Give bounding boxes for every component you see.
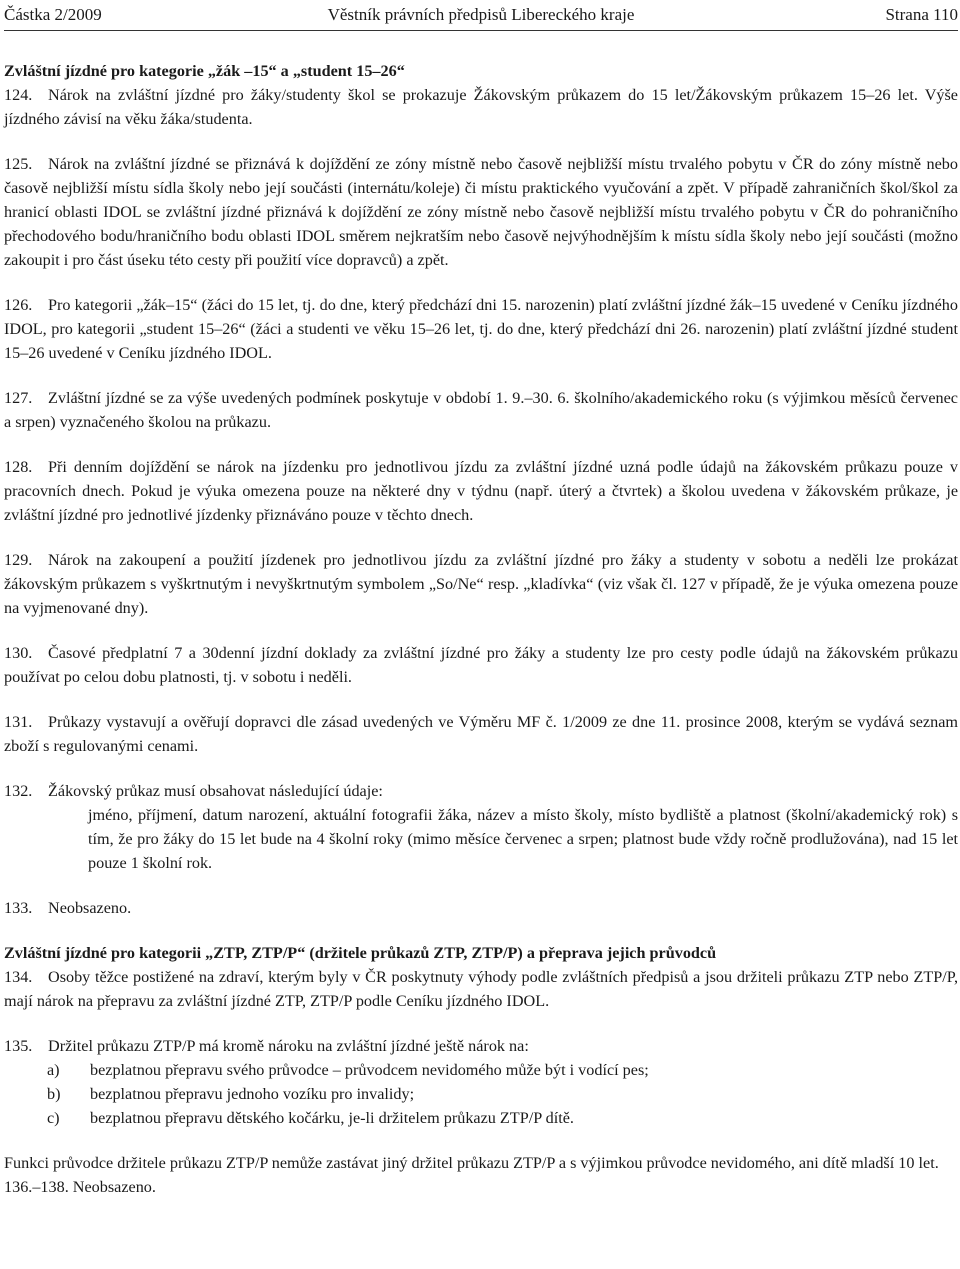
paragraph-text: Neobsazeno. [48, 899, 132, 917]
paragraph-126 [4, 293, 958, 365]
header-page-number: Strana 110 [885, 5, 958, 24]
paragraph-text: Zvláštní jízdné se za výše uvedených podmínek poskytuje v období 1. 9.–30. 6. školního/akademického roku (s výjimkou měsíců červenec a srpen) vyznačeného školou na průkazu. [4, 389, 958, 431]
paragraph-number: 134. [4, 968, 33, 986]
paragraph-text: Osoby těžce postižené na zdraví, kterým byly v ČR poskytnuty výhody podle zvláštních předpisů a jsou držiteli průkazu ZTP nebo ZTP/P, mají nárok na přepravu za zvláštní jízdné ZTP, ZTP/P podle Ceníku jízdného IDOL. [4, 968, 958, 1010]
paragraph-text: Nárok na zakoupení a použití jízdenek pro jednotlivou jízdu za zvláštní jízdné pro žáky a studenty v sobotu a neděli lze prokázat žákovským průkazem s vyškrtnutým i nevyškrtnutým symbolem „So/Ne“ resp. „kladívka“ (viz však čl. 127 v případě, že je výuka omezena pouze na vyjmenované dny). [4, 551, 958, 617]
paragraph-127 [4, 386, 958, 434]
paragraph-132-detail: jméno, příjmení, datum narození, aktuální fotografii žáka, název a místo školy, místo bydliště a platnost (školní/akademický rok) s tím, že pro žáky do 15 let bude na 4 školní roky (mimo měsíce červenec a srpen; platnost bude vždy ročně prodlužována), nad 15 let pouze 1 školní rok. [88, 806, 958, 872]
list-item-label: b) [47, 1085, 61, 1103]
paragraph-124 [4, 83, 958, 131]
list-item-label: a) [47, 1061, 60, 1079]
paragraph-text: Nárok na zvláštní jízdné pro žáky/studenty škol se prokazuje Žákovským průkazem do 15 let/Žákovským průkazem 15–26 let. Výše jízdného závisí na věku žáka/studenta. [4, 86, 958, 128]
paragraph-number: 128. [4, 458, 33, 476]
paragraph-number: 127. [4, 389, 33, 407]
list-item-text: bezplatnou přepravu dětského kočárku, je-li držitelem průkazu ZTP/P dítě. [90, 1109, 574, 1127]
paragraph-text: Časové předplatní 7 a 30denní jízdní doklady za zvláštní jízdné pro žáky a studenty lze pro cesty podle údajů na žákovském průkazu používat po celou dobu platnosti, tj. v sobotu i neděli. [4, 644, 958, 686]
paragraph-text: Nárok na zvláštní jízdné se přiznává k dojíždění ze zóny místně nebo časově nejbližší místu trvalého pobytu v ČR do zóny místně nebo časově nejbližší místu sídla školy nebo její součásti (internátu/koleje) či místu praktického vyučování a zpět. V případě zahraničních škol/škol za hranicí oblasti IDOL se zvláštní jízdné přiznává k dojíždění ze zóny místně nebo časově nejbližší místu trvalého pobytu v ČR do pohraničního přechodového bodu/hraničního bodu oblasti IDOL směrem nejkratším nebo časově nejvýhodnějším k místu sídla školy nebo její součásti (možno zakoupit i pro část úseku této cesty při použití více dopravců) a zpět. [4, 155, 958, 269]
page-header [4, 0, 958, 31]
paragraph-number: 135. [4, 1037, 33, 1055]
closing-paragraph: Funkci průvodce držitele průkazu ZTP/P nemůže zastávat jiný držitel průkazu ZTP/P a s výjimkou průvodce nevidomého, ani dítě mladší 10 let. [4, 1154, 939, 1172]
paragraph-number: 126. [4, 296, 33, 314]
paragraph-134 [4, 965, 958, 1013]
list-item [4, 1106, 958, 1130]
paragraph-number: 130. [4, 644, 33, 662]
paragraph-130 [4, 641, 958, 689]
paragraph-135 [4, 1034, 958, 1058]
paragraph-131 [4, 710, 958, 758]
paragraph-text: Pro kategorii „žák–15“ (žáci do 15 let, tj. do dne, který předchází dni 15. narozenin) platí zvláštní jízdné žák–15 uvedené v Ceníku jízdného IDOL, pro kategorii „student 15–26“ (žáci a studenti ve věku 15–26 let, tj. do dne, který předchází dni 26. narozenin) platí zvláštní jízdné student 15–26 uvedené v Ceníku jízdného IDOL. [4, 296, 958, 362]
paragraph-number: 124. [4, 86, 33, 104]
paragraph-number: 129. [4, 551, 33, 569]
list-item [4, 1058, 958, 1082]
section-title-ztp: Zvláštní jízdné pro kategorii „ZTP, ZTP/P“ (držitele průkazů ZTP, ZTP/P) a přeprava jejich průvodců [4, 944, 717, 962]
paragraph-number: 132. [4, 782, 33, 800]
paragraph-number: 125. [4, 155, 33, 173]
paragraph-text: Žákovský průkaz musí obsahovat následující údaje: [48, 782, 383, 800]
header-journal-title: Věstník právních předpisů Libereckého kraje [327, 5, 635, 24]
header-issue: Částka 2/2009 [4, 5, 102, 24]
list-item-text: bezplatnou přepravu jednoho vozíku pro invalidy; [90, 1085, 415, 1103]
list-item-label: c) [47, 1109, 60, 1127]
paragraph-132 [4, 779, 958, 803]
list-item-text: bezplatnou přepravu svého průvodce – průvodcem nevidomého může být i vodící pes; [90, 1061, 649, 1079]
paragraph-129 [4, 548, 958, 620]
document-body [4, 59, 958, 1199]
paragraph-136-138: 136.–138. Neobsazeno. [4, 1178, 156, 1196]
paragraph-text: Průkazy vystavují a ověřují dopravci dle zásad uvedených ve Výměru MF č. 1/2009 ze dne 11. prosince 2008, kterým se vydává seznam zboží s regulovanými cenami. [4, 713, 958, 755]
section-title-student: Zvláštní jízdné pro kategorie „žák –15“ a „student 15–26“ [4, 62, 405, 80]
paragraph-text: Při denním dojíždění se nárok na jízdenku pro jednotlivou jízdu za zvláštní jízdné uzná podle údajů na žákovském průkazu pouze v pracovních dnech. Pokud je výuka omezena pouze na některé dny v týdnu (např. úterý a čtvrtek) a školou uvedena v žákovském průkaze, je zvláštní jízdné pro jednotlivé jízdenky přiznáváno pouze v těchto dnech. [4, 458, 958, 524]
paragraph-text: Držitel průkazu ZTP/P má kromě nároku na zvláštní jízdné ještě nárok na: [48, 1037, 529, 1055]
paragraph-133 [4, 896, 958, 920]
paragraph-125 [4, 152, 958, 272]
list-item [4, 1082, 958, 1106]
paragraph-number: 131. [4, 713, 33, 731]
document-page [4, 0, 958, 1199]
paragraph-128 [4, 455, 958, 527]
paragraph-number: 133. [4, 899, 33, 917]
